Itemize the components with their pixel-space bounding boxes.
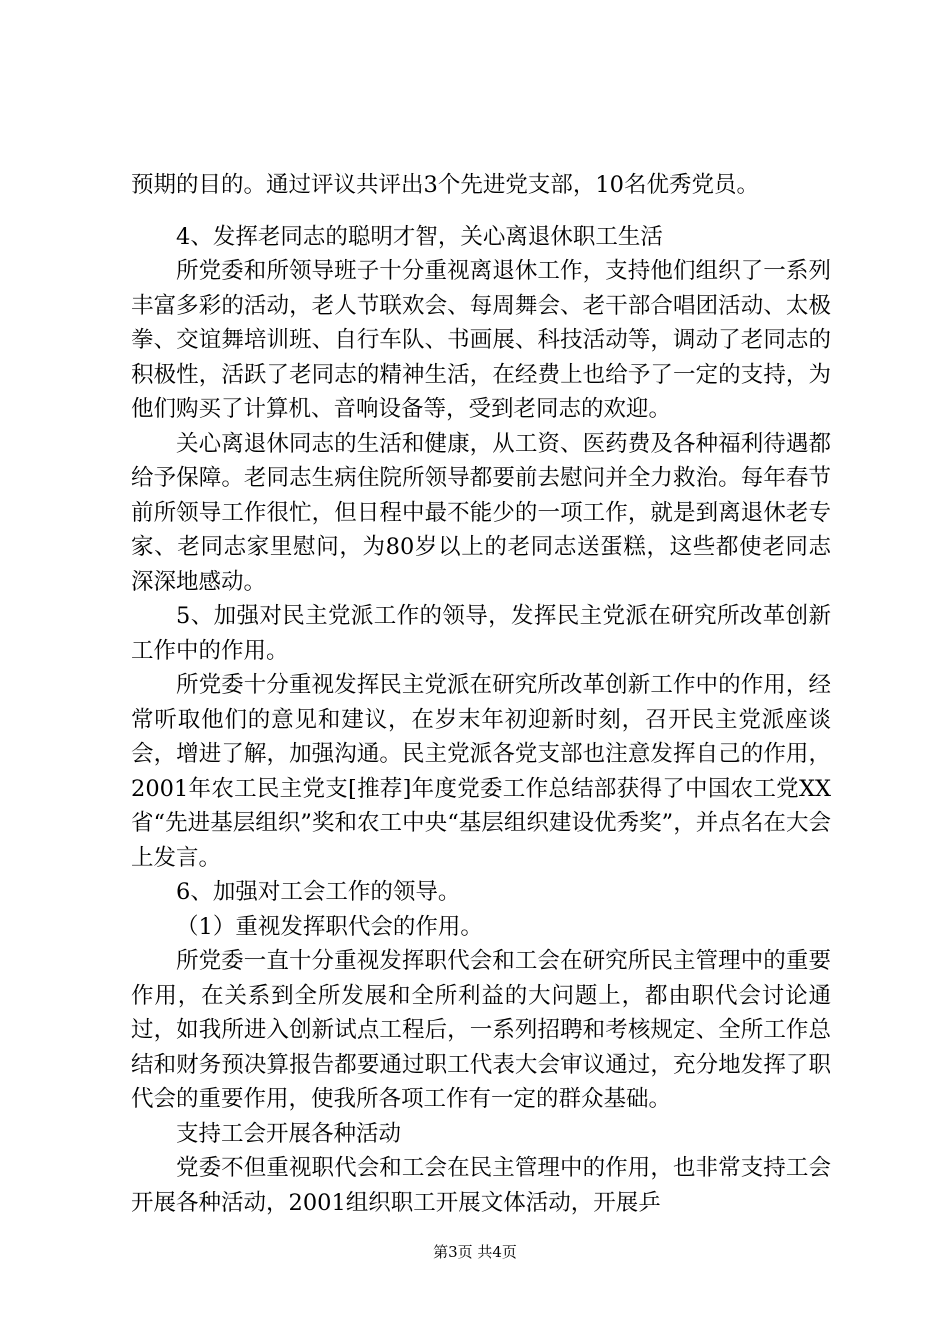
- heading-item-5: 5、加强对民主党派工作的领导，发挥民主党派在研究所改革创新工作中的作用。: [131, 603, 831, 664]
- heading-item-6: 6、加强对工会工作的领导。: [176, 879, 461, 905]
- page-number-footer: 第3页 共4页: [433, 1243, 517, 1261]
- document-body: [131, 168, 831, 1220]
- paragraph-democratic-parties: 所党委十分重视发挥民主党派在研究所改革创新工作中的作用，经常听取他们的意见和建议，在岁末年初迎新时刻，召开民主党派座谈会，增进了解，加强沟通。民主党派各党支部也注意发挥自己的作用，2001年农工民主党支[推荐]年度党委工作总结部获得了中国农工党XX省“先进基层组织”奖和农工中央“基层组织建设优秀奖”，并点名在大会上发言。: [131, 672, 831, 871]
- paragraph-union-support: 党委不但重视职代会和工会在民主管理中的作用，也非常支持工会开展各种活动，2001组织职工开展文体活动，开展乒: [131, 1155, 831, 1216]
- subheading-1: （1）重视发挥职代会的作用。: [176, 913, 483, 940]
- paragraph-1: 预期的目的。通过评议共评出3个先进党支部，10名优秀党员。: [131, 172, 759, 198]
- heading-item-4: 4、发挥老同志的聪明才智，关心离退休职工生活: [176, 223, 663, 250]
- paragraph-retiree-activities: 所党委和所领导班子十分重视离退休工作，支持他们组织了一系列丰富多彩的活动，老人节联欢会、每周舞会、老干部合唱团活动、太极拳、交谊舞培训班、自行车队、书画展、科技活动等，调动了老同志的积极性，活跃了老同志的精神生活，在经费上也给予了一定的支持，为他们购买了计算机、音响设备等，受到老同志的欢迎。: [131, 258, 831, 422]
- paragraph-retiree-care: 关心离退休同志的生活和健康，从工资、医药费及各种福利待遇都给予保障。老同志生病住院所领导都要前去慰问并全力救治。每年春节前所领导工作很忙，但日程中最不能少的一项工作，就是到离退休老专家、老同志家里慰问，为80岁以上的老同志送蛋糕，这些都使老同志深深地感动。: [131, 430, 831, 595]
- paragraph-workers-congress: 所党委一直十分重视发挥职代会和工会在研究所民主管理中的重要作用，在关系到全所发展和全所利益的大问题上，都由职代会讨论通过，如我所进入创新试点工程后，一系列招聘和考核规定、全所工作总结和财务预决算报告都要通过职工代表大会审议通过，充分地发挥了职代会的重要作用，使我所各项工作有一定的群众基础。: [131, 948, 831, 1112]
- subheading-union-activities: 支持工会开展各种活动: [176, 1120, 402, 1147]
